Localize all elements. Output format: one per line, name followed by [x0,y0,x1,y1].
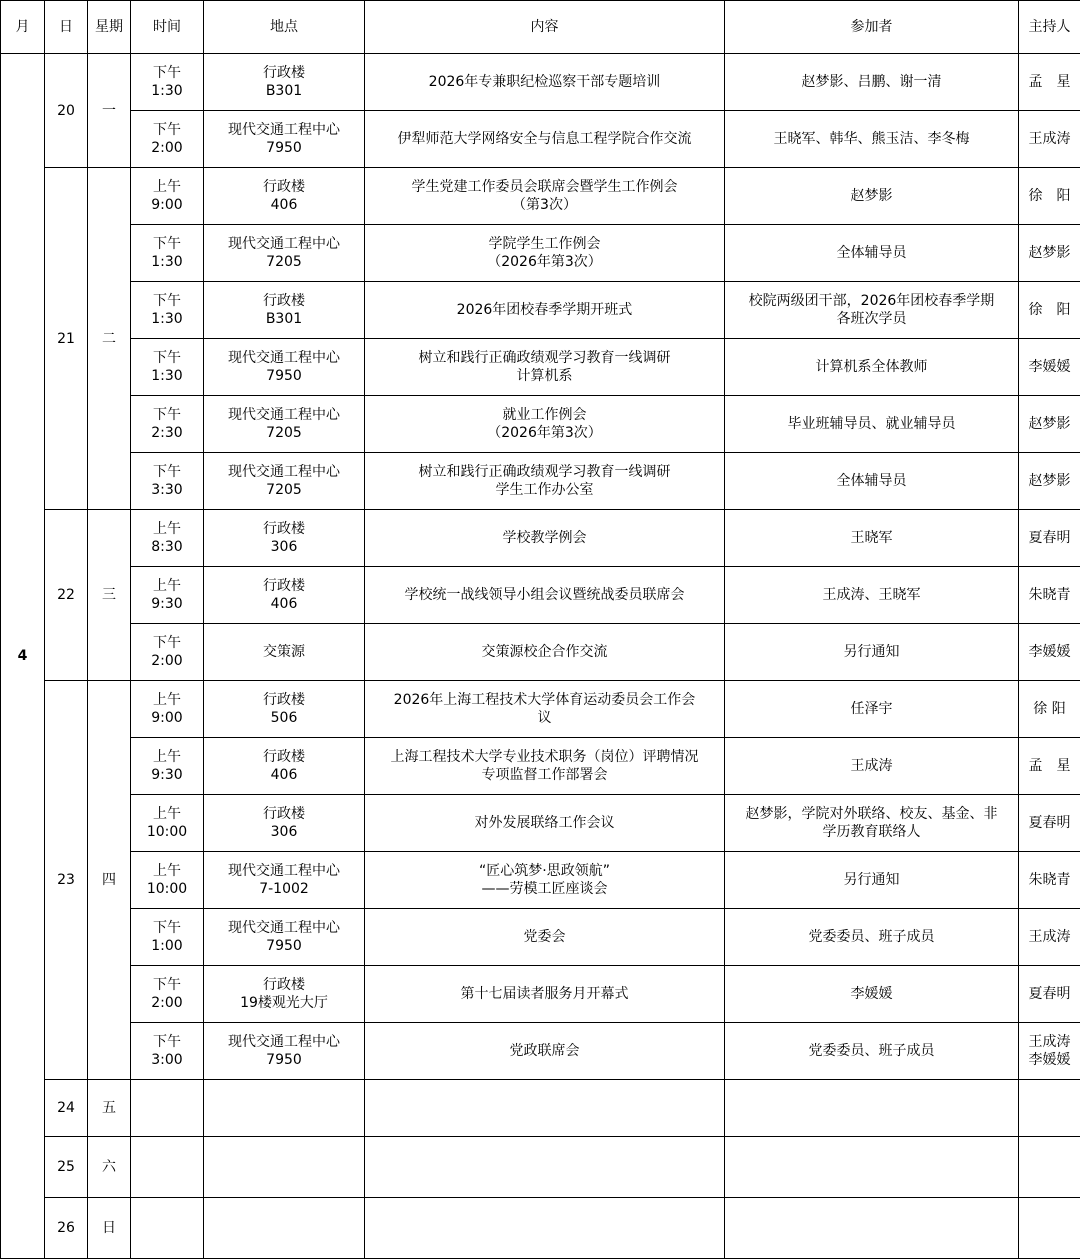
table-row [1,453,1080,510]
location-cell: 行政楼 B301 [204,282,365,339]
participants-cell: 赵梦影、吕鹏、谢一清 [725,54,1019,111]
time-cell: 上午 10:00 [131,852,204,909]
time-cell: 上午 9:30 [131,567,204,624]
content-cell: 上海工程技术大学专业技术职务（岗位）评聘情况 专项监督工作部署会 [365,738,725,795]
host-cell: 王成涛 [1019,111,1080,168]
participants-cell: 任泽宇 [725,681,1019,738]
header-row [1,1,1080,54]
table-row [1,111,1080,168]
table-row [1,681,1080,738]
host-cell: 王成涛 李媛媛 [1019,1023,1080,1080]
location-cell: 现代交通工程中心 7950 [204,111,365,168]
location-cell [204,1198,365,1259]
participants-cell: 王晓军 [725,510,1019,567]
participants-cell: 毕业班辅导员、就业辅导员 [725,396,1019,453]
time-cell: 上午 9:00 [131,681,204,738]
participants-cell: 赵梦影，学院对外联络、校友、基金、非 学历教育联络人 [725,795,1019,852]
header-host: 主持人 [1019,1,1080,54]
time-cell [131,1198,204,1259]
weekday-cell: 四 [88,681,131,1080]
table-row [1,795,1080,852]
participants-cell: 党委委员、班子成员 [725,909,1019,966]
time-cell: 下午 3:30 [131,453,204,510]
table-row [1,909,1080,966]
day-cell: 26 [45,1198,88,1259]
host-cell: 孟 星 [1019,738,1080,795]
participants-cell: 全体辅导员 [725,225,1019,282]
time-cell: 下午 3:00 [131,1023,204,1080]
location-cell: 行政楼 506 [204,681,365,738]
host-cell: 王成涛 [1019,909,1080,966]
table-row [1,1080,1080,1137]
content-cell: 就业工作例会 （2026年第3次） [365,396,725,453]
day-cell: 25 [45,1137,88,1198]
table-row [1,624,1080,681]
table-row [1,54,1080,111]
header-time: 时间 [131,1,204,54]
weekday-cell: 一 [88,54,131,168]
content-cell [365,1080,725,1137]
location-cell: 交策源 [204,624,365,681]
content-cell: 2026年上海工程技术大学体育运动委员会工作会 议 [365,681,725,738]
content-cell: 党委会 [365,909,725,966]
host-cell [1019,1198,1080,1259]
time-cell: 下午 1:30 [131,54,204,111]
content-cell: 2026年专兼职纪检巡察干部专题培训 [365,54,725,111]
table-row [1,168,1080,225]
participants-cell [725,1080,1019,1137]
weekday-cell: 三 [88,510,131,681]
host-cell: 朱晓青 [1019,852,1080,909]
table-row [1,510,1080,567]
day-cell: 20 [45,54,88,168]
header-location: 地点 [204,1,365,54]
participants-cell: 王成涛 [725,738,1019,795]
location-cell: 现代交通工程中心 7950 [204,1023,365,1080]
location-cell [204,1080,365,1137]
content-cell: 第十七届读者服务月开幕式 [365,966,725,1023]
location-cell [204,1137,365,1198]
table-row [1,738,1080,795]
host-cell: 夏春明 [1019,510,1080,567]
host-cell: 孟 星 [1019,54,1080,111]
location-cell: 现代交通工程中心 7-1002 [204,852,365,909]
header-participants: 参加者 [725,1,1019,54]
table-row [1,225,1080,282]
time-cell: 上午 9:00 [131,168,204,225]
host-cell: 赵梦影 [1019,225,1080,282]
table-row [1,396,1080,453]
table-row [1,567,1080,624]
time-cell [131,1137,204,1198]
location-cell: 行政楼 406 [204,738,365,795]
participants-cell: 另行通知 [725,624,1019,681]
content-cell: 党政联席会 [365,1023,725,1080]
participants-cell: 赵梦影 [725,168,1019,225]
table-row [1,966,1080,1023]
header-weekday: 星期 [88,1,131,54]
weekday-cell: 六 [88,1137,131,1198]
content-cell: 学校统一战线领导小组会议暨统战委员联席会 [365,567,725,624]
table-row [1,852,1080,909]
content-cell [365,1137,725,1198]
participants-cell: 王晓军、韩华、熊玉洁、李冬梅 [725,111,1019,168]
weekday-cell: 二 [88,168,131,510]
location-cell: 现代交通工程中心 7950 [204,339,365,396]
table-row [1,282,1080,339]
time-cell: 下午 1:30 [131,225,204,282]
host-cell: 夏春明 [1019,795,1080,852]
host-cell [1019,1137,1080,1198]
participants-cell: 全体辅导员 [725,453,1019,510]
content-cell: 对外发展联络工作会议 [365,795,725,852]
location-cell: 行政楼 406 [204,567,365,624]
content-cell: 学校教学例会 [365,510,725,567]
location-cell: 行政楼 B301 [204,54,365,111]
time-cell: 上午 10:00 [131,795,204,852]
location-cell: 行政楼 306 [204,795,365,852]
header-month: 月 [1,1,45,54]
host-cell [1019,1080,1080,1137]
time-cell: 下午 1:30 [131,339,204,396]
host-cell: 徐 阳 [1019,282,1080,339]
weekday-cell: 五 [88,1080,131,1137]
time-cell: 上午 8:30 [131,510,204,567]
location-cell: 行政楼 19楼观光大厅 [204,966,365,1023]
table-row [1,1023,1080,1080]
content-cell: 学院学生工作例会 （2026年第3次） [365,225,725,282]
host-cell: 赵梦影 [1019,396,1080,453]
participants-cell: 校院两级团干部，2026年团校春季学期 各班次学员 [725,282,1019,339]
table-row [1,339,1080,396]
time-cell: 下午 2:00 [131,111,204,168]
month-cell: 4 [1,54,45,1259]
content-cell: 学生党建工作委员会联席会暨学生工作例会 （第3次） [365,168,725,225]
host-cell: 徐 阳 [1019,168,1080,225]
header-content: 内容 [365,1,725,54]
participants-cell [725,1137,1019,1198]
content-cell: 树立和践行正确政绩观学习教育一线调研 学生工作办公室 [365,453,725,510]
time-cell [131,1080,204,1137]
table-row [1,1137,1080,1198]
location-cell: 现代交通工程中心 7205 [204,225,365,282]
host-cell: 朱晓青 [1019,567,1080,624]
participants-cell: 王成涛、王晓军 [725,567,1019,624]
day-cell: 24 [45,1080,88,1137]
host-cell: 赵梦影 [1019,453,1080,510]
host-cell: 李媛媛 [1019,624,1080,681]
participants-cell: 党委委员、班子成员 [725,1023,1019,1080]
content-cell: 交策源校企合作交流 [365,624,725,681]
day-cell: 22 [45,510,88,681]
content-cell: 伊犁师范大学网络安全与信息工程学院合作交流 [365,111,725,168]
time-cell: 下午 1:00 [131,909,204,966]
content-cell: “匠心筑梦·思政领航” ——劳模工匠座谈会 [365,852,725,909]
content-cell: 2026年团校春季学期开班式 [365,282,725,339]
time-cell: 下午 2:00 [131,966,204,1023]
location-cell: 行政楼 306 [204,510,365,567]
header-day: 日 [45,1,88,54]
host-cell: 夏春明 [1019,966,1080,1023]
location-cell: 现代交通工程中心 7950 [204,909,365,966]
content-cell: 树立和践行正确政绩观学习教育一线调研 计算机系 [365,339,725,396]
participants-cell: 李媛媛 [725,966,1019,1023]
participants-cell: 计算机系全体教师 [725,339,1019,396]
participants-cell: 另行通知 [725,852,1019,909]
host-cell: 徐 阳 [1019,681,1080,738]
day-cell: 21 [45,168,88,510]
time-cell: 下午 2:00 [131,624,204,681]
location-cell: 现代交通工程中心 7205 [204,396,365,453]
time-cell: 下午 2:30 [131,396,204,453]
location-cell: 现代交通工程中心 7205 [204,453,365,510]
host-cell: 李媛媛 [1019,339,1080,396]
participants-cell [725,1198,1019,1259]
time-cell: 下午 1:30 [131,282,204,339]
time-cell: 上午 9:30 [131,738,204,795]
content-cell [365,1198,725,1259]
location-cell: 行政楼 406 [204,168,365,225]
day-cell: 23 [45,681,88,1080]
table-row [1,1198,1080,1259]
weekday-cell: 日 [88,1198,131,1259]
